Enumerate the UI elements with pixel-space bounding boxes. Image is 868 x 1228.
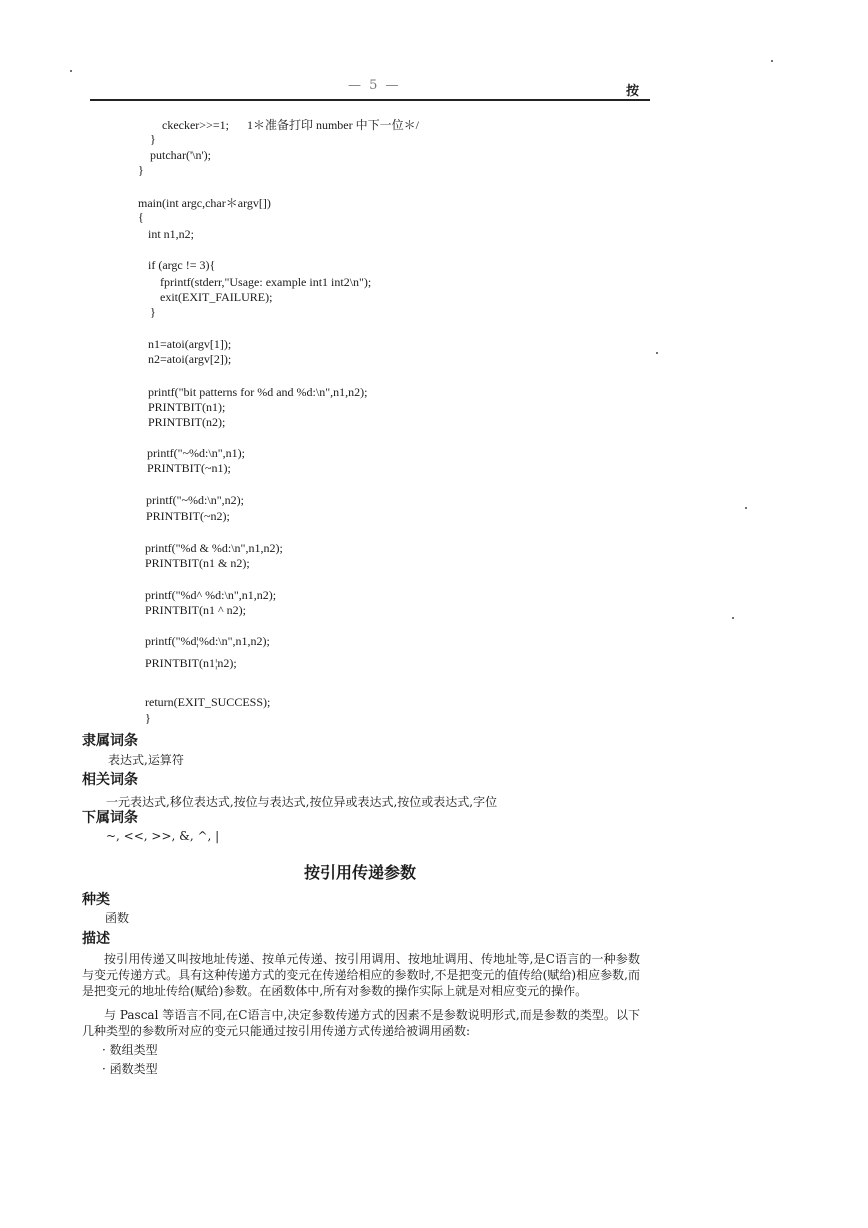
code-line: PRINTBIT(n1 ^ n2); xyxy=(145,603,246,617)
scan-speck xyxy=(70,70,72,72)
page-number: — 5 — xyxy=(348,78,401,93)
description-paragraph-1: 按引用传递又叫按地址传递、按单元传递、按引用调用、按地址调用、传地址等,是C语言的一种参数与变元传递方式。具有这种传递方式的变元在传递给相应的参数时,不是把变元的值传给(赋给)相应参数,而是把变元的地址传给(赋给)参数。在函数体中,所有对参数的操作实际上就是对相应变元的操作。 xyxy=(82,952,640,998)
code-line: } xyxy=(150,305,156,319)
scan-speck xyxy=(732,617,734,619)
header-rule xyxy=(90,99,650,101)
running-headword: 按 xyxy=(626,84,640,99)
scan-speck xyxy=(745,507,747,509)
code-line: PRINTBIT(n1 & n2); xyxy=(145,556,250,570)
belongs-heading: 隶属词条 xyxy=(82,733,138,749)
sub-heading: 下属词条 xyxy=(82,810,138,826)
code-line: putchar('\n'); xyxy=(150,148,211,162)
category-heading: 种类 xyxy=(82,892,110,908)
code-line: PRINTBIT(n1); xyxy=(148,400,226,414)
code-line: } xyxy=(145,711,151,725)
code-line: { xyxy=(138,210,144,224)
scan-speck xyxy=(771,60,773,62)
scan-speck xyxy=(656,352,658,354)
code-line: printf("~%d:\n",n2); xyxy=(146,493,244,507)
code-line: n1=atoi(argv[1]); xyxy=(148,337,232,351)
code-line: printf("%d^ %d:\n",n1,n2); xyxy=(145,588,277,602)
code-line: n2=atoi(argv[2]); xyxy=(148,352,232,366)
code-line: printf("~%d:\n",n1); xyxy=(147,446,245,460)
code-line: PRINTBIT(n1¦n2); xyxy=(145,656,237,670)
code-line: ckecker>>=1; 1＊准备打印 number 中下一位＊/ xyxy=(162,118,419,132)
bullet-function-type: · 函数类型 xyxy=(102,1062,158,1076)
code-line: } xyxy=(150,132,156,146)
description-heading: 描述 xyxy=(82,931,110,947)
entry-title: 按引用传递参数 xyxy=(304,863,417,882)
code-line: PRINTBIT(~n1); xyxy=(147,461,231,475)
belongs-text: 表达式,运算符 xyxy=(108,753,184,767)
code-line: printf("bit patterns for %d and %d:\n",n1,n2); xyxy=(148,385,368,399)
code-line: fprintf(stderr,"Usage: example int1 int2\n"); xyxy=(160,275,372,289)
code-line: main(int argc,char＊argv[]) xyxy=(138,196,271,210)
code-line: } xyxy=(138,163,144,177)
code-line: printf("%d & %d:\n",n1,n2); xyxy=(145,541,283,555)
code-line: if (argc != 3){ xyxy=(148,258,216,272)
sub-text: ~, <<, >>, &, ^, | xyxy=(106,829,220,843)
related-heading: 相关词条 xyxy=(82,772,138,788)
code-line: int n1,n2; xyxy=(148,227,195,241)
code-line: PRINTBIT(~n2); xyxy=(146,509,230,523)
bullet-array-type: · 数组类型 xyxy=(102,1043,158,1057)
code-line: printf("%d¦%d:\n",n1,n2); xyxy=(145,634,270,648)
category-text: 函数 xyxy=(105,911,130,925)
code-line: return(EXIT_SUCCESS); xyxy=(145,695,271,709)
code-line: exit(EXIT_FAILURE); xyxy=(160,290,273,304)
description-paragraph-2: 与 Pascal 等语言不同,在C语言中,决定参数传递方式的因素不是参数说明形式,而是参数的类型。以下几种类型的参数所对应的变元只能通过按引用传递方式传递给被调用函数: xyxy=(82,1008,640,1038)
code-line: PRINTBIT(n2); xyxy=(148,415,226,429)
related-text: 一元表达式,移位表达式,按位与表达式,按位异或表达式,按位或表达式,字位 xyxy=(106,795,498,809)
